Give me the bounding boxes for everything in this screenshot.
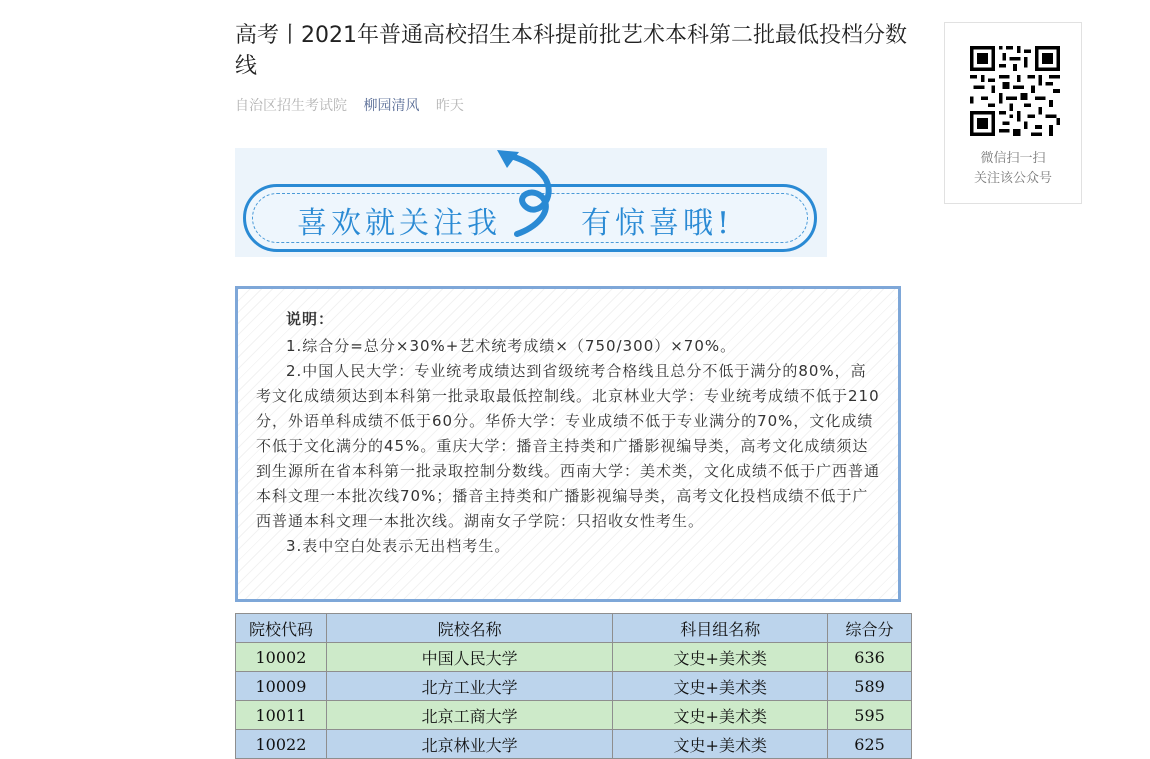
qr-caption-follow: 关注该公众号 bbox=[973, 171, 1052, 186]
table-row bbox=[236, 730, 912, 759]
cell-name: 北京林业大学 bbox=[326, 730, 613, 759]
cell-subject-group: 文史+美术类 bbox=[613, 672, 828, 701]
notes-heading: 说明： bbox=[286, 310, 335, 328]
cell-code: 10011 bbox=[236, 701, 327, 730]
header-score: 综合分 bbox=[828, 614, 912, 643]
banner-left-text: 喜欢就关注我 bbox=[297, 206, 501, 241]
table-row bbox=[236, 701, 912, 730]
notes-item-2: 2.中国人民大学：专业统考成绩达到省级统考合格线且总分不低于满分的80%，高考文化成绩须达到本科第一批录取最低控制线。北京林业大学：专业统考成绩不低于210分，外语单科成绩不低于60分。华侨大学：专业成绩不低于专业满分的70%，文化成绩不低于文化满分的45%。重庆大学：播音主持类和广播影视编导类，高考文化成绩须达到生源所在省本科第一批录取控制分数线。西南大学：美术类，文化成绩不低于广西普通本科文理一本批次线70%；播音主持类和广播影视编导类，高考文化投档成绩不低于广西普通本科文理一本批次线。湖南女子学院：只招收女性考生。 bbox=[256, 362, 881, 530]
notes-item-3: 3.表中空白处表示无出档考生。 bbox=[286, 537, 511, 555]
table-header-row bbox=[236, 614, 912, 643]
article-source: 自治区招生考试院 bbox=[235, 98, 347, 114]
cell-subject-group: 文史+美术类 bbox=[613, 701, 828, 730]
cell-name: 北京工商大学 bbox=[326, 701, 613, 730]
publish-time: 昨天 bbox=[435, 98, 464, 114]
cell-score: 636 bbox=[828, 643, 912, 672]
cell-score: 589 bbox=[828, 672, 912, 701]
header-code: 院校代码 bbox=[236, 614, 327, 643]
article-title: 高考丨2021年普通高校招生本科提前批艺术本科第二批最低投档分数线 bbox=[235, 23, 907, 79]
cell-subject-group: 文史+美术类 bbox=[613, 730, 828, 759]
banner-right-text: 有惊喜哦! bbox=[581, 206, 734, 241]
cell-score: 625 bbox=[828, 730, 912, 759]
notes-item-1: 1.综合分=总分×30%+艺术统考成绩×（750/300）×70%。 bbox=[286, 337, 737, 355]
article-meta bbox=[235, 95, 476, 115]
qr-code-icon bbox=[970, 46, 1060, 136]
cell-code: 10002 bbox=[236, 643, 327, 672]
cell-code: 10022 bbox=[236, 730, 327, 759]
cell-code: 10009 bbox=[236, 672, 327, 701]
cell-name: 中国人民大学 bbox=[326, 643, 613, 672]
table-row bbox=[236, 672, 912, 701]
header-subject-group: 科目组名称 bbox=[613, 614, 828, 643]
cell-score: 595 bbox=[828, 701, 912, 730]
follow-banner bbox=[235, 148, 827, 257]
score-table bbox=[235, 613, 912, 759]
cell-subject-group: 文史+美术类 bbox=[613, 643, 828, 672]
cell-name: 北方工业大学 bbox=[326, 672, 613, 701]
header-name: 院校名称 bbox=[326, 614, 613, 643]
notes-box bbox=[235, 286, 901, 602]
qr-panel bbox=[944, 22, 1082, 204]
qr-caption-scan: 微信扫一扫 bbox=[980, 151, 1046, 166]
table-row bbox=[236, 643, 912, 672]
account-link[interactable]: 柳园清风 bbox=[363, 98, 420, 114]
